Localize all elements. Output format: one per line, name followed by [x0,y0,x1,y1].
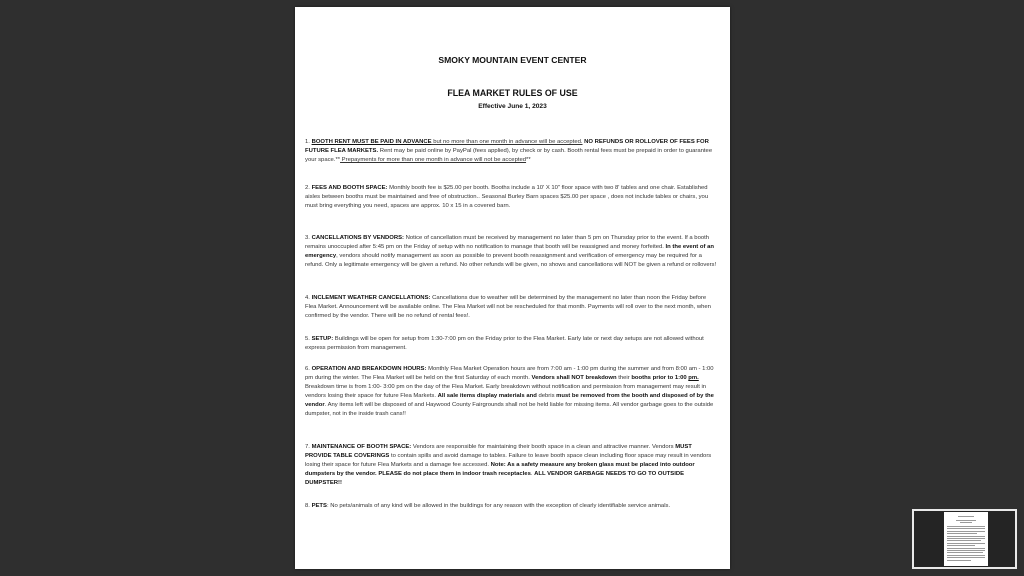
document-page [295,7,730,569]
rule-8: 8. PETS: No pets/animals of any kind will be allowed in the buildings for any reason with the exception of clearly identifiable service animals. [305,503,671,509]
effective-date: Effective June 1, 2023 [478,103,547,110]
document-title: FLEA MARKET RULES OF USE [447,88,578,98]
rule-6: 6. OPERATION AND BREAKDOWN HOURS: Monthly Flea Market Operation hours are from 7:00 am - 1:00 pm during the summer and from 8:00 am - 1:00 pm during the winter. The Flea Market will be held on the first Saturday of each month. Vendors shall NOT breakdown their booths prior to 1:00 pm. Breakdown time is from 1:00- 3:00 pm on the day of the Flea Market. Early breakdown without notification and permission from management may result in vendors losing their space for future Flea Markets. All sale items display materials and debris must be removed from the booth and disposed of by the vendor. Any items left will be disposed of and Haywood County Fairgrounds shall not be held liable for missing items. All vendor garbage goes to the outside dumpster, not in the inside trash cans!! [305,366,714,418]
rule-2: 2. FEES AND BOOTH SPACE: Monthly booth fee is $25.00 per booth. Booths include a 10' X 10" floor space with two 8' tables and one chair. Established aisles between booths must be maintained and free of obstruction.. Seasonal Burley Barn spaces $25.00 per space , does not include tables or chairs, you must bring everything you need, spaces are approx. 10 x 15 in a covered barn. [305,185,709,210]
rule-5: 5. SETUP: Buildings will be open for setup from 1:30-7:00 pm on the Friday prior to the Flea Market. Early late or next day setups are not allowed without express permission from management. [305,336,704,352]
rule-1: 1. BOOTH RENT MUST BE PAID IN ADVANCE but no more than one month in advance will be accepted. NO REFUNDS OR ROLLOVER OF FEES FOR FUTURE FLEA MARKETS. Rent may be paid online by PayPal (fees applied), by check or by cash. Booth rental fees must be prepaid in order to guarantee your space.** Prepayments for more than one month in advance will not be accepted** [305,139,713,164]
rule-7: 7. MAINTENANCE OF BOOTH SPACE: Vendors are responsible for maintaining their booth space in a clean and attractive manner. Vendors MUST PROVIDE TABLE COVERINGS to contain spills and avoid damage to tables. Failure to leave booth space clean including floor space may result in vendors losing their space for future Flea Markets and a damage fee accessed. Note: As a safety measure any broken glass must be placed into outdoor dumpsters by the vendor. PLEASE do not place them in indoor trash receptacles. ALL VENDOR GARBAGE NEEDS TO GO TO OUTSIDE DUMPSTER!! [305,444,712,487]
page-thumbnail[interactable] [912,509,1017,569]
organization-heading: SMOKY MOUNTAIN EVENT CENTER [438,55,587,65]
page-thumbnail-icon [944,512,988,566]
rule-4: 4. INCLEMENT WEATHER CANCELLATIONS: Cancellations due to weather will be determined by the management no later than noon the Friday before Flea Market. Announcement will be available online. The Flea Market will not be rescheduled for that month. Payments will roll over to the next month, when confirmed by the vendor. There will be no refund of rental fees!. [305,295,711,320]
rule-3: 3. CANCELLATIONS BY VENDORS: Notice of cancellation must be received by management no later than 5 pm on Thursday prior to the event. If a booth remains unoccupied after 5:45 pm on the Friday of setup with no notification to manage that booth will be reassigned and money forfeited. In the event of an emergency, vendors should notify management as soon as possible to prevent booth reassignment and verification of emergency may be required for a refund. Only a legitimate emergency will be given a refund. No other refunds will be given, no shows and cancellations will NOT be given a refund or rollovers! [305,235,717,269]
